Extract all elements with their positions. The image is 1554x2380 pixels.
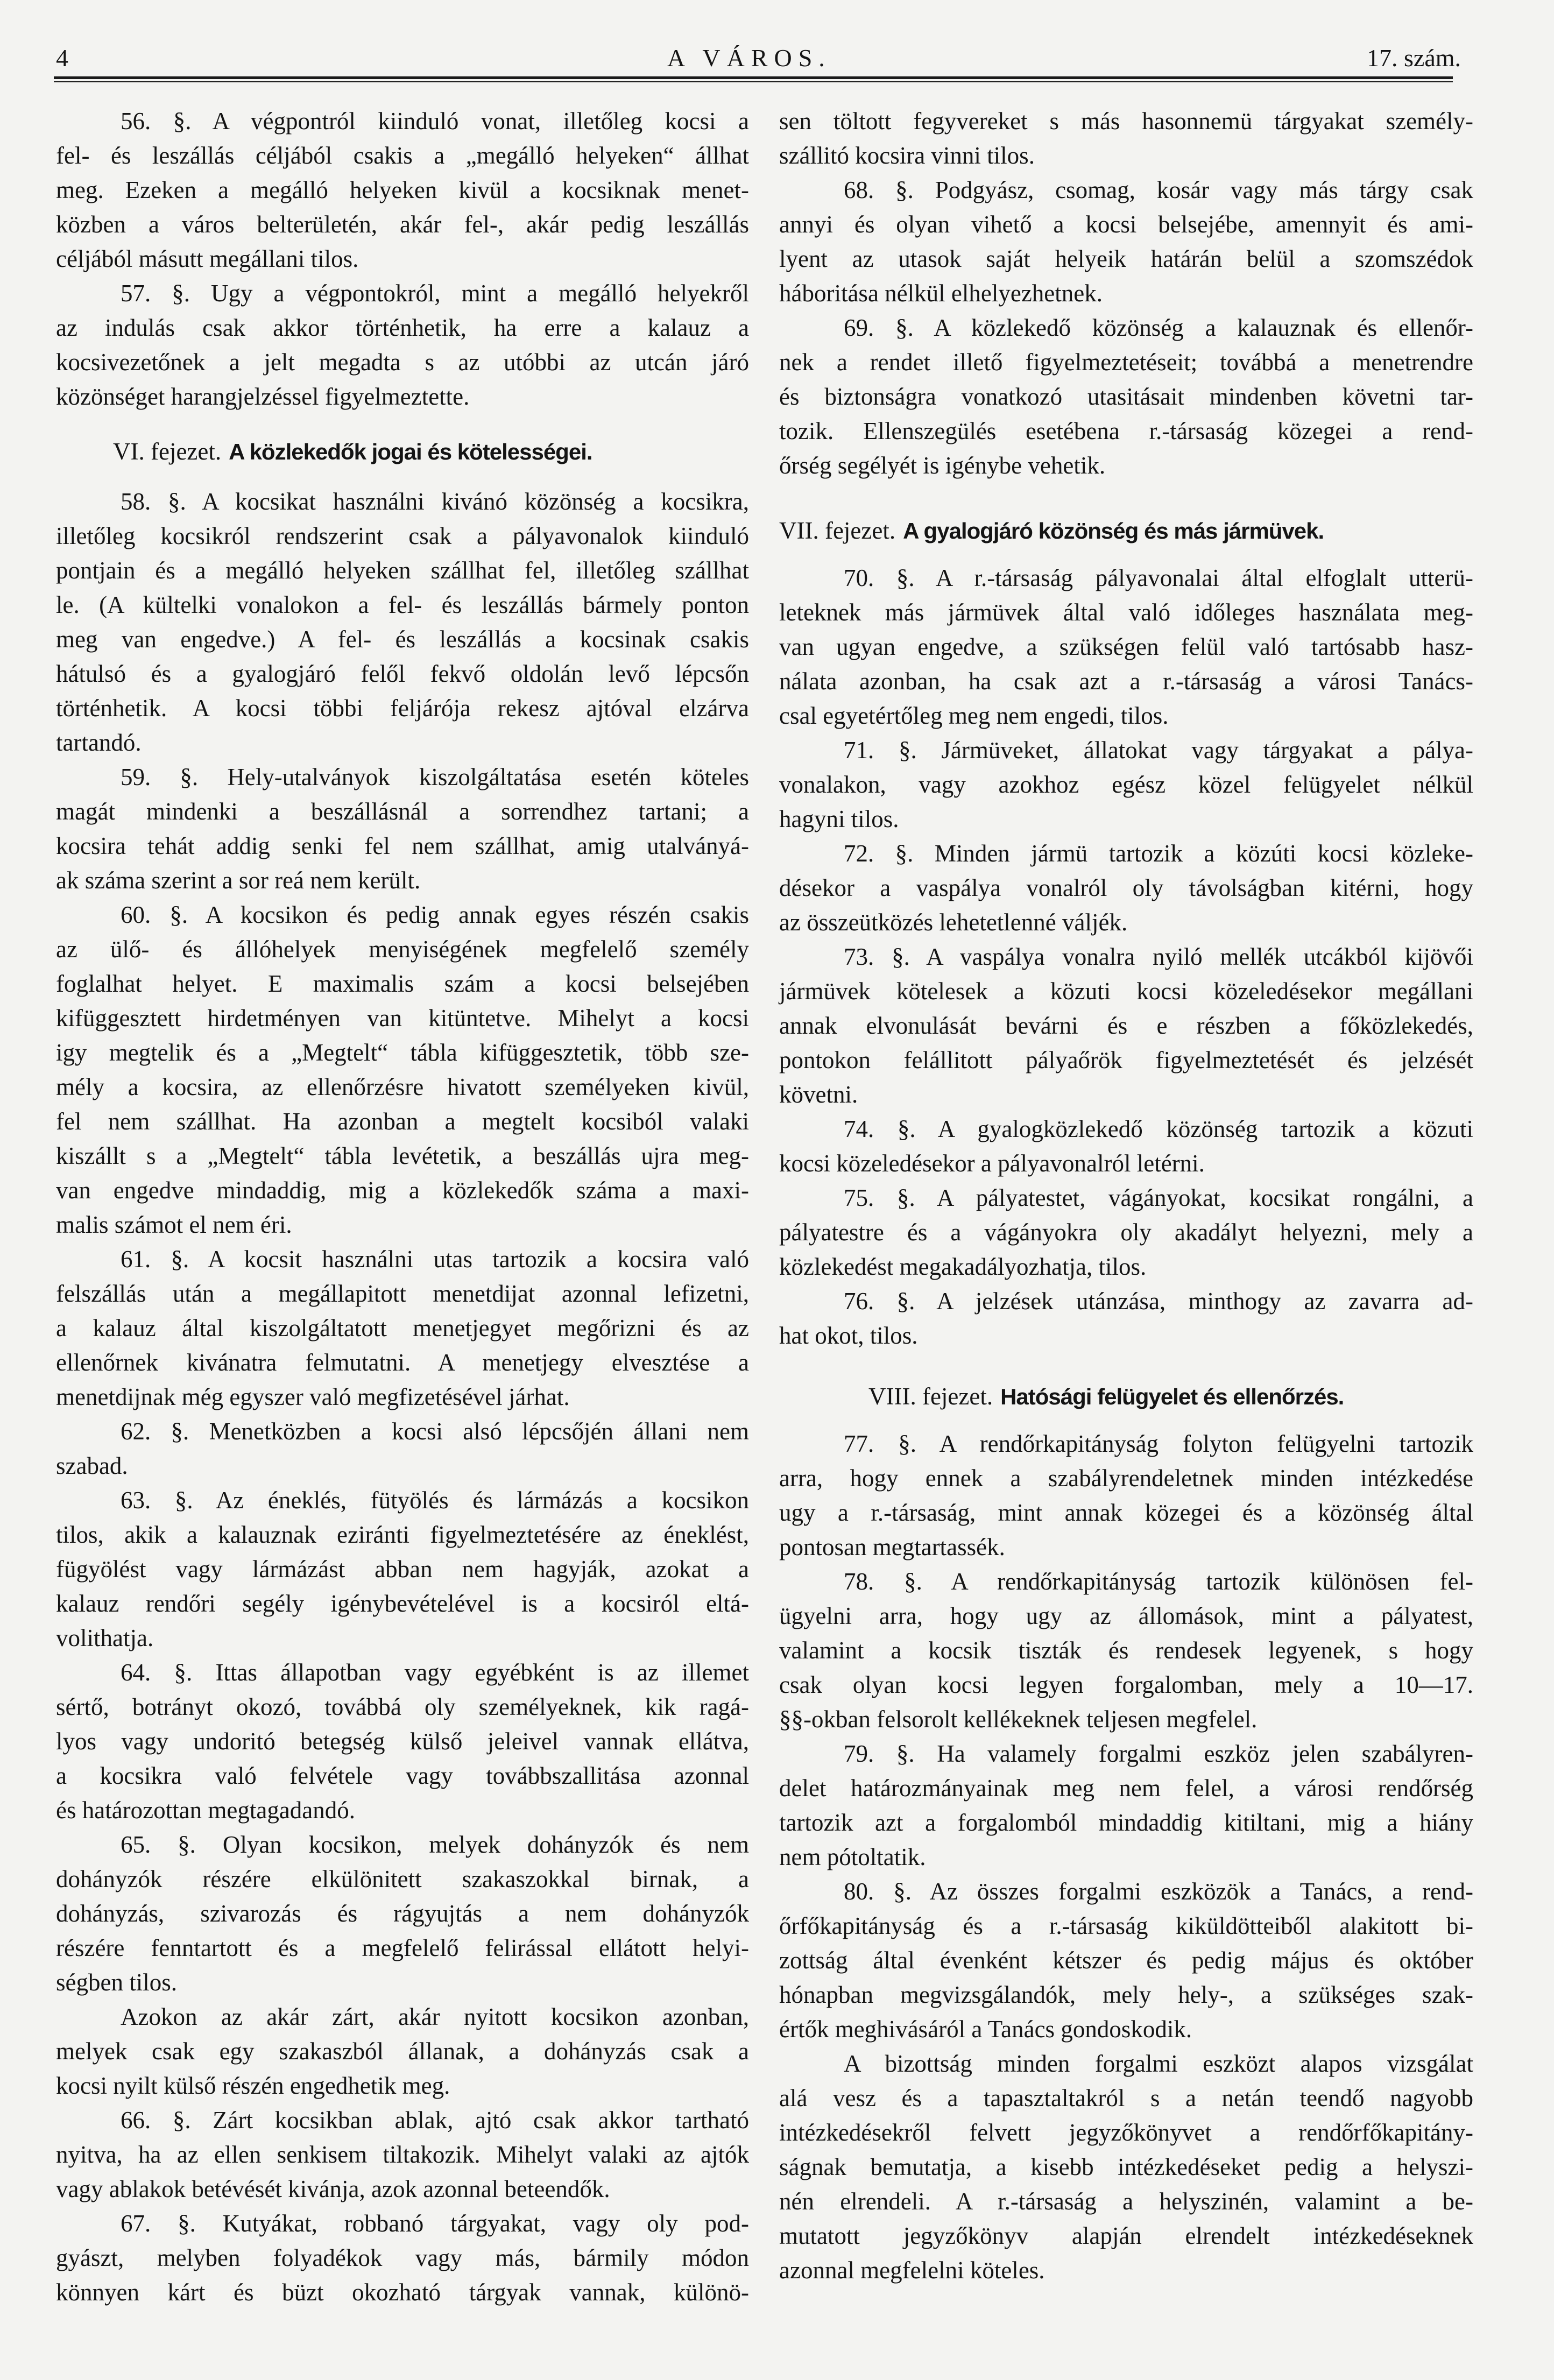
paragraph bbox=[779, 1181, 1473, 1284]
chapter-label: VIII. fejezet. bbox=[868, 1383, 993, 1410]
chapter-title: Hatósági felügyelet és ellenőrzés. bbox=[1000, 1384, 1344, 1409]
chapter-heading bbox=[779, 1379, 1473, 1414]
text-line: vagy ablakok betévését kivánja, azok azonnal beteendők. bbox=[56, 2176, 610, 2202]
text-line: ságnak bemutatja, a kisebb intézkedéseket pedig a helyszi- bbox=[779, 2153, 1473, 2180]
text-line: désekor a vaspálya vonalról oly távolságban kitérni, hogy bbox=[779, 874, 1473, 901]
text-line: 79. §. Ha valamely forgalmi eszköz jelen szabályren- bbox=[844, 1740, 1473, 1767]
text-line: nén elrendeli. A r.-társaság a helyszinén, valamint a be- bbox=[779, 2188, 1473, 2215]
text-line: kocsi közeledésekor a pályavonalról letérni. bbox=[779, 1150, 1205, 1177]
text-line: menetdijnak még egyszer való megfizetésével járhat. bbox=[56, 1383, 570, 1410]
text-line: ségben tilos. bbox=[56, 1969, 177, 1996]
paragraph bbox=[56, 484, 749, 760]
paragraph bbox=[56, 1483, 749, 1655]
text-line: 56. §. A végpontról kiinduló vonat, illetőleg kocsi a bbox=[121, 108, 749, 135]
text-line: szállitó kocsira vinni tilos. bbox=[779, 142, 1035, 169]
header-rule bbox=[54, 76, 1453, 79]
paragraph bbox=[56, 1655, 749, 1827]
text-line: leteknek más jármüvek által való időleges használata meg- bbox=[779, 599, 1473, 626]
text-line: nem pótoltatik. bbox=[779, 1844, 926, 1870]
text-line: 73. §. A vaspálya vonalra nyiló mellék utcákból kijövői bbox=[844, 943, 1473, 970]
text-line: fel nem szállhat. Ha azonban a megtelt kocsiból valaki bbox=[56, 1108, 749, 1135]
text-line: tozik. Ellenszegülés esetébena r.-társaság közegei a rend- bbox=[779, 418, 1473, 444]
text-line: igy megtelik és a „Megtelt“ tábla kifüggesztetik, több sze- bbox=[56, 1039, 749, 1066]
chapter-title: A gyalogjáró közönség és más jármüvek. bbox=[903, 518, 1324, 543]
text-line: 77. §. A rendőrkapitányság folyton felügyelni tartozik bbox=[844, 1430, 1473, 1457]
text-line: arra, hogy ennek a szabályrendeletnek minden intézkedése bbox=[779, 1465, 1473, 1492]
paragraph bbox=[779, 1426, 1473, 1564]
text-line: 78. §. A rendőrkapitányság tartozik különösen fel- bbox=[844, 1568, 1473, 1595]
text-line: kifüggesztett hirdetményen van kitüntetve. Mihelyt a kocsi bbox=[56, 1005, 749, 1032]
issue-number: 17. szám. bbox=[1367, 44, 1461, 72]
text-line: tilos, akik a kalauznak eziránti figyelmeztetésére az éneklést, bbox=[56, 1521, 749, 1548]
text-line: mutatott jegyzőkönyv alapján elrendelt intézkedéseknek bbox=[779, 2222, 1473, 2249]
text-line: 62. §. Menetközben a kocsi alsó lépcsőjén állani nem bbox=[121, 1418, 749, 1445]
paragraph bbox=[56, 1242, 749, 1414]
paragraph bbox=[56, 104, 749, 276]
text-line: azonnal megfelelni köteles. bbox=[779, 2257, 1045, 2284]
text-line: ellenőrnek kivánatra felmutatni. A menetjegy elvesztése a bbox=[56, 1349, 749, 1376]
text-line: vonalakon, vagy azokhoz egész közel felügyelet nélkül bbox=[779, 771, 1473, 798]
paragraph bbox=[56, 276, 749, 414]
text-line: Azokon az akár zárt, akár nyitott kocsikon azonban, bbox=[121, 2003, 749, 2030]
text-line: közlekedést megakadályozhatja, tilos. bbox=[779, 1253, 1147, 1280]
text-line: a kalauz által kiszolgáltatott menetjegyet megőrizni és az bbox=[56, 1315, 749, 1341]
text-line: delet határozmányainak meg nem felel, a városi rendőrség bbox=[779, 1775, 1473, 1802]
text-line: fel- és leszállás céljából csakis a „megálló helyeken“ állhat bbox=[56, 142, 749, 169]
text-line: A bizottság minden forgalmi eszközt alapos vizsgálat bbox=[844, 2050, 1473, 2077]
text-line: kalauz rendőri segély igénybevételével is a kocsiról eltá- bbox=[56, 1590, 749, 1617]
text-line: van engedve mindaddig, mig a közlekedők száma a maxi- bbox=[56, 1177, 749, 1204]
text-line: őrség segélyét is igénybe vehetik. bbox=[779, 452, 1106, 479]
text-line: melyek csak egy szakaszból állanak, a dohányzás csak a bbox=[56, 2038, 749, 2065]
text-line: malis számot el nem éri. bbox=[56, 1211, 292, 1238]
text-line: az indulás csak akkor történhetik, ha erre a kalauz a bbox=[56, 314, 749, 341]
publication-title: A VÁROS. bbox=[667, 44, 831, 72]
page-number: 4 bbox=[56, 44, 68, 72]
paragraph bbox=[56, 2000, 749, 2103]
text-line: pályatestre és a vágányokra oly akadályt helyezni, mely a bbox=[779, 1219, 1473, 1246]
text-line: zottság által évenként kétszer és pedig május és október bbox=[779, 1947, 1473, 1974]
text-line: dohányzás, szivarozás és rágyujtás a nem dohányzók bbox=[56, 1900, 749, 1927]
text-line: könnyen kárt és büzt okozható tárgyak vannak, különö- bbox=[56, 2279, 749, 2306]
text-line: részére fenntartott és a megfelelő felirással ellátott helyi- bbox=[56, 1934, 749, 1961]
text-line: 72. §. Minden jármü tartozik a közúti kocsi közleke- bbox=[844, 840, 1473, 867]
text-line: nek a rendet illető figyelmeztetéseit; továbbá a menetrendre bbox=[779, 349, 1473, 376]
chapter-heading bbox=[56, 434, 749, 469]
text-line: hónapban megvizsgálandók, mely hely-, a szükséges szak- bbox=[779, 1981, 1473, 2008]
text-line: 65. §. Olyan kocsikon, melyek dohányzók és nem bbox=[121, 1831, 749, 1858]
text-line: 80. §. Az összes forgalmi eszközök a Tanács, a rend- bbox=[844, 1878, 1473, 1905]
right-column bbox=[779, 104, 1473, 2287]
text-line: őrfőkapitányság és a r.-társaság kiküldötteiből alakitott bi- bbox=[779, 1912, 1473, 1939]
text-line: pontokon felállitott pályaőrök figyelmeztetését és jelzését bbox=[779, 1047, 1473, 1074]
text-line: a kocsikra való felvétele vagy továbbszallitása azonnal bbox=[56, 1762, 749, 1789]
text-line: §§-okban felsorolt kellékeknek teljesen megfelel. bbox=[779, 1706, 1258, 1733]
paragraph bbox=[779, 2046, 1473, 2287]
text-line: le. (A kültelki vonalokon a fel- és leszállás bármely ponton bbox=[56, 591, 749, 618]
text-line: intézkedésekről felvett jegyzőkönyvet a rendőrfőkapitány- bbox=[779, 2119, 1473, 2146]
text-line: 69. §. A közlekedő közönség a kalauznak és ellenőr- bbox=[844, 314, 1473, 341]
text-line: 68. §. Podgyász, csomag, kosár vagy más tárgy csak bbox=[844, 176, 1473, 203]
paragraph bbox=[56, 1414, 749, 1483]
text-line: ugy a r.-társaság, mint annak közegei és a közönség által bbox=[779, 1499, 1473, 1526]
text-line: hátulsó és a gyalogjáró felől fekvő oldolán levő lépcsőn bbox=[56, 660, 749, 687]
text-line: 66. §. Zárt kocsikban ablak, ajtó csak akkor tartható bbox=[121, 2107, 749, 2134]
text-line: valamint a kocsik tiszták és rendesek legyenek, s hogy bbox=[779, 1637, 1473, 1664]
text-line: annak elvonulását bevárni és e részben a főközlekedés, bbox=[779, 1012, 1473, 1039]
paragraph bbox=[779, 733, 1473, 836]
paragraph bbox=[779, 940, 1473, 1112]
paragraph bbox=[56, 760, 749, 898]
paragraph bbox=[56, 2206, 749, 2310]
text-line: ügyelni arra, hogy ugy az állomások, mint a pályatest, bbox=[779, 1602, 1473, 1629]
text-line: meg van engedve.) A fel- és leszállás a kocsinak csakis bbox=[56, 626, 749, 653]
text-line: az összeütközés lehetetlenné váljék. bbox=[779, 909, 1128, 936]
paragraph bbox=[779, 1736, 1473, 1874]
paragraph bbox=[779, 173, 1473, 310]
text-line: történhetik. A kocsi többi feljárója rekesz ajtóval elzárva bbox=[56, 695, 749, 722]
text-line: alá vesz és a tapasztaltakról s a netán teendő nagyobb bbox=[779, 2085, 1473, 2111]
text-line: felszállás után a megállapitott menetdijat azonnal lefizetni, bbox=[56, 1280, 749, 1307]
text-line: lyos vagy undoritó betegség külső jeleivel vannak ellátva, bbox=[56, 1728, 749, 1755]
text-line: 61. §. A kocsit használni utas tartozik a kocsira való bbox=[121, 1246, 749, 1273]
text-line: tartandó. bbox=[56, 729, 142, 756]
text-line: 70. §. A r.-társaság pályavonalai által elfoglalt utterü- bbox=[844, 564, 1473, 591]
text-line: meg. Ezeken a megálló helyeken kivül a kocsiknak menet- bbox=[56, 176, 749, 203]
text-line: foglalhat helyet. E maximalis szám a kocsi belsejében bbox=[56, 970, 749, 997]
paragraph bbox=[779, 1874, 1473, 2046]
text-line: dohányzók részére elkülönitett szakaszokkal birnak, a bbox=[56, 1866, 749, 1892]
text-line: hat okot, tilos. bbox=[779, 1322, 918, 1349]
text-line: közben a város belterületén, akár fel-, akár pedig leszállás bbox=[56, 211, 749, 238]
text-line: értők meghivásáról a Tanács gondoskodik. bbox=[779, 2016, 1192, 2043]
text-line: 67. §. Kutyákat, robbanó tárgyakat, vagy oly pod- bbox=[121, 2210, 749, 2237]
text-line: 59. §. Hely-utalványok kiszolgáltatása esetén köteles bbox=[121, 764, 749, 790]
paragraph bbox=[779, 836, 1473, 940]
text-line: tartozik azt a forgalomból mindaddig kitiltani, mig a hiány bbox=[779, 1809, 1473, 1836]
text-line: céljából másutt megállani tilos. bbox=[56, 245, 359, 272]
paragraph bbox=[56, 2103, 749, 2206]
header-rule-thin bbox=[54, 81, 1453, 82]
text-line: 60. §. A kocsikon és pedig annak egyes részén csakis bbox=[121, 901, 749, 928]
text-line: ak száma szerint a sor reá nem került. bbox=[56, 867, 421, 894]
text-line: sértő, botrányt okozó, továbbá oly személyeknek, kik ragá- bbox=[56, 1693, 749, 1720]
text-line: pontjain és a megálló helyeken szállhat fel, illetőleg szállhat bbox=[56, 557, 749, 584]
text-line: illetőleg kocsikról rendszerint csak a pályavonalok kiinduló bbox=[56, 522, 749, 549]
text-line: fügyölést vagy lármázást abban nem hagyják, azokat a bbox=[56, 1556, 749, 1583]
paragraph bbox=[56, 1827, 749, 2000]
chapter-title: A közlekedők jogai és kötelességei. bbox=[229, 439, 592, 464]
text-line: gyászt, melyben folyadékok vagy más, bármily módon bbox=[56, 2244, 749, 2271]
text-line: az ülő- és állóhelyek menyiségének megfelelő személy bbox=[56, 936, 749, 963]
text-line: nálata azonban, ha csak azt a r.-társaság a városi Tanács- bbox=[779, 668, 1473, 695]
text-line: és biztonságra vonatkozó utasitásait mindenben követni tar- bbox=[779, 383, 1473, 410]
paragraph bbox=[779, 1112, 1473, 1181]
text-line: 63. §. Az éneklés, fütyölés és lármázás a kocsikon bbox=[121, 1487, 749, 1514]
text-line: 58. §. A kocsikat használni kivánó közönség a kocsikra, bbox=[121, 488, 749, 515]
text-line: követni. bbox=[779, 1081, 858, 1108]
text-line: 71. §. Jármüveket, állatokat vagy tárgyakat a pálya- bbox=[844, 737, 1473, 764]
chapter-label: VII. fejezet. bbox=[779, 517, 896, 544]
text-line: volithatja. bbox=[56, 1625, 154, 1651]
paragraph bbox=[56, 898, 749, 1242]
text-line: jármüvek kötelesek a közuti kocsi közeledésekor megállani bbox=[779, 978, 1473, 1005]
text-line: 57. §. Ugy a végpontokról, mint a megálló helyekről bbox=[121, 280, 749, 307]
text-line: lyent az utasok saját helyeik határán belül a szomszédok bbox=[779, 245, 1473, 272]
text-line: kocsi nyilt külső részén engedhetik meg. bbox=[56, 2072, 450, 2099]
text-line: 75. §. A pályatestet, vágányokat, kocsikat rongálni, a bbox=[844, 1184, 1473, 1211]
text-line: kocsira tehát addig senki fel nem szállhat, amig utalványá- bbox=[56, 832, 749, 859]
text-line: nyitva, ha az ellen senkisem tiltakozik. Mihelyt valaki az ajtók bbox=[56, 2141, 749, 2168]
text-line: 76. §. A jelzések utánzása, minthogy az zavarra ad- bbox=[844, 1288, 1473, 1315]
text-line: sen töltott fegyvereket s más hasonnemü tárgyakat személy- bbox=[779, 108, 1473, 135]
chapter-label: VI. fejezet. bbox=[113, 438, 222, 465]
text-line: 74. §. A gyalogközlekedő közönség tartozik a közuti bbox=[844, 1115, 1473, 1142]
text-line: és határozottan megtagadandó. bbox=[56, 1797, 356, 1824]
text-line: közönséget harangjelzéssel figyelmeztette. bbox=[56, 383, 470, 410]
text-line: hagyni tilos. bbox=[779, 806, 899, 832]
paragraph bbox=[779, 561, 1473, 733]
paragraph bbox=[779, 1284, 1473, 1353]
text-line: van ugyan engedve, a szükségen felül való tartósabb hasz- bbox=[779, 633, 1473, 660]
text-line: kiszállt s a „Megtelt“ tábla levétetik, a beszállás ujra meg- bbox=[56, 1142, 749, 1169]
paragraph bbox=[779, 1564, 1473, 1736]
text-line: kocsivezetőnek a jelt megadta s az utóbbi az utcán járó bbox=[56, 349, 749, 376]
paragraph bbox=[779, 310, 1473, 483]
text-line: háboritása nélkül elhelyezhetnek. bbox=[779, 280, 1103, 307]
paragraph bbox=[779, 104, 1473, 173]
text-line: mély a kocsira, az ellenőrzésre hivatott személyeken kivül, bbox=[56, 1074, 749, 1100]
text-line: csal egyetértőleg meg nem engedi, tilos. bbox=[779, 702, 1169, 729]
text-line: szabad. bbox=[56, 1452, 128, 1479]
text-line: magát mindenki a beszállásnál a sorrendhez tartani; a bbox=[56, 798, 749, 825]
text-line: annyi és olyan vihető a kocsi belsejébe, amennyit és ami- bbox=[779, 211, 1473, 238]
text-line: pontosan megtartassék. bbox=[779, 1534, 1005, 1560]
text-line: csak olyan kocsi legyen forgalomban, mely a 10—17. bbox=[779, 1671, 1473, 1698]
text-line: 64. §. Ittas állapotban vagy egyébként is az illemet bbox=[121, 1659, 749, 1686]
chapter-heading bbox=[779, 513, 1473, 548]
left-column bbox=[56, 104, 749, 2310]
